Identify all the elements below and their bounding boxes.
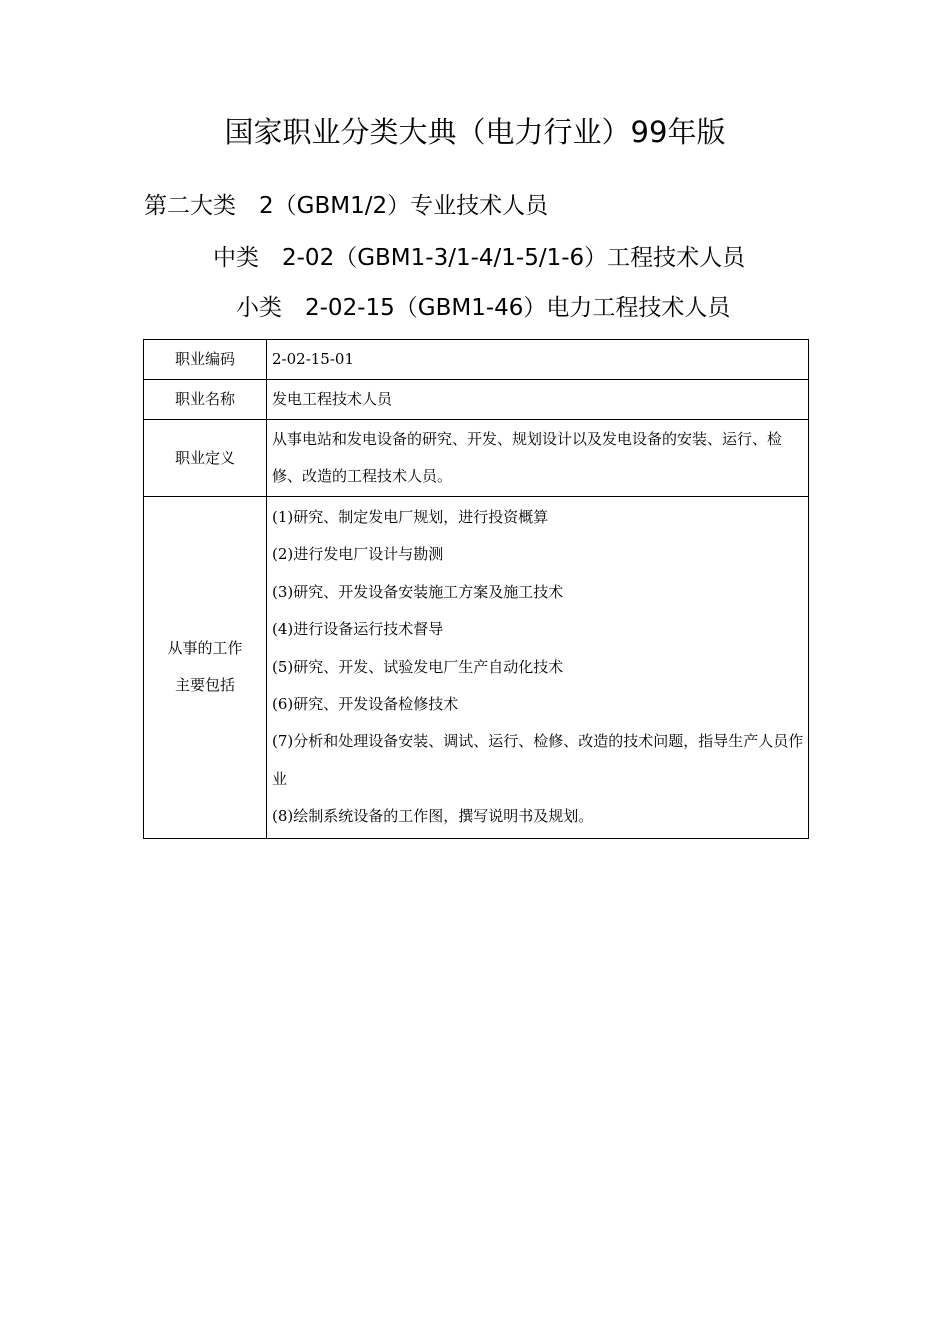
code-value: 2-02-15-01 <box>267 340 809 380</box>
duties-cell <box>267 497 809 839</box>
name-value: 发电工程技术人员 <box>267 380 809 420</box>
middle-category-heading: 中类 2-02（GBM1-3/1-4/1-5/1-6）工程技术人员 <box>213 245 746 271</box>
duties-label-line2: 主要包括 <box>174 676 235 695</box>
duty-item-4: (4)进行设备运行技术督导 <box>272 620 444 639</box>
duties-label-line1: 从事的工作 <box>167 639 243 658</box>
duty-item-7: (7)分析和处理设备安装、调试、运行、检修、改造的技术问题，指导生产人员作业 <box>272 732 804 788</box>
definition-value: 从事电站和发电设备的研究、开发、规划设计以及发电设备的安装、运行、检修、改造的工程技术人员。 <box>272 430 783 485</box>
code-label: 职业编码 <box>144 340 267 380</box>
table-row-definition <box>144 420 809 497</box>
duties-list <box>272 497 806 838</box>
table-row-code <box>144 340 809 380</box>
duty-item-6: (6)研究、开发设备检修技术 <box>272 695 459 714</box>
duty-item-1: (1)研究、制定发电厂规划，进行投资概算 <box>272 508 549 526</box>
major-category-heading: 第二大类 2（GBM1/2）专业技术人员 <box>144 193 549 219</box>
table-row-name <box>144 380 809 420</box>
minor-category-heading: 小类 2-02-15（GBM1-46）电力工程技术人员 <box>236 295 731 321</box>
duty-item-2: (2)进行发电厂设计与勘测 <box>272 545 444 564</box>
duty-item-8: (8)绘制系统设备的工作图，撰写说明书及规划。 <box>272 807 594 826</box>
duty-item-5: (5)研究、开发、试验发电厂生产自动化技术 <box>272 657 564 676</box>
name-label: 职业名称 <box>144 380 267 420</box>
table-row-duties <box>144 497 809 839</box>
occupation-info-table <box>143 339 809 839</box>
document-title: 国家职业分类大典（电力行业）99年版 <box>224 115 726 149</box>
duties-label <box>144 497 267 839</box>
duty-item-3: (3)研究、开发设备安装施工方案及施工技术 <box>272 582 564 601</box>
definition-cell <box>267 420 809 497</box>
definition-label: 职业定义 <box>144 420 267 497</box>
